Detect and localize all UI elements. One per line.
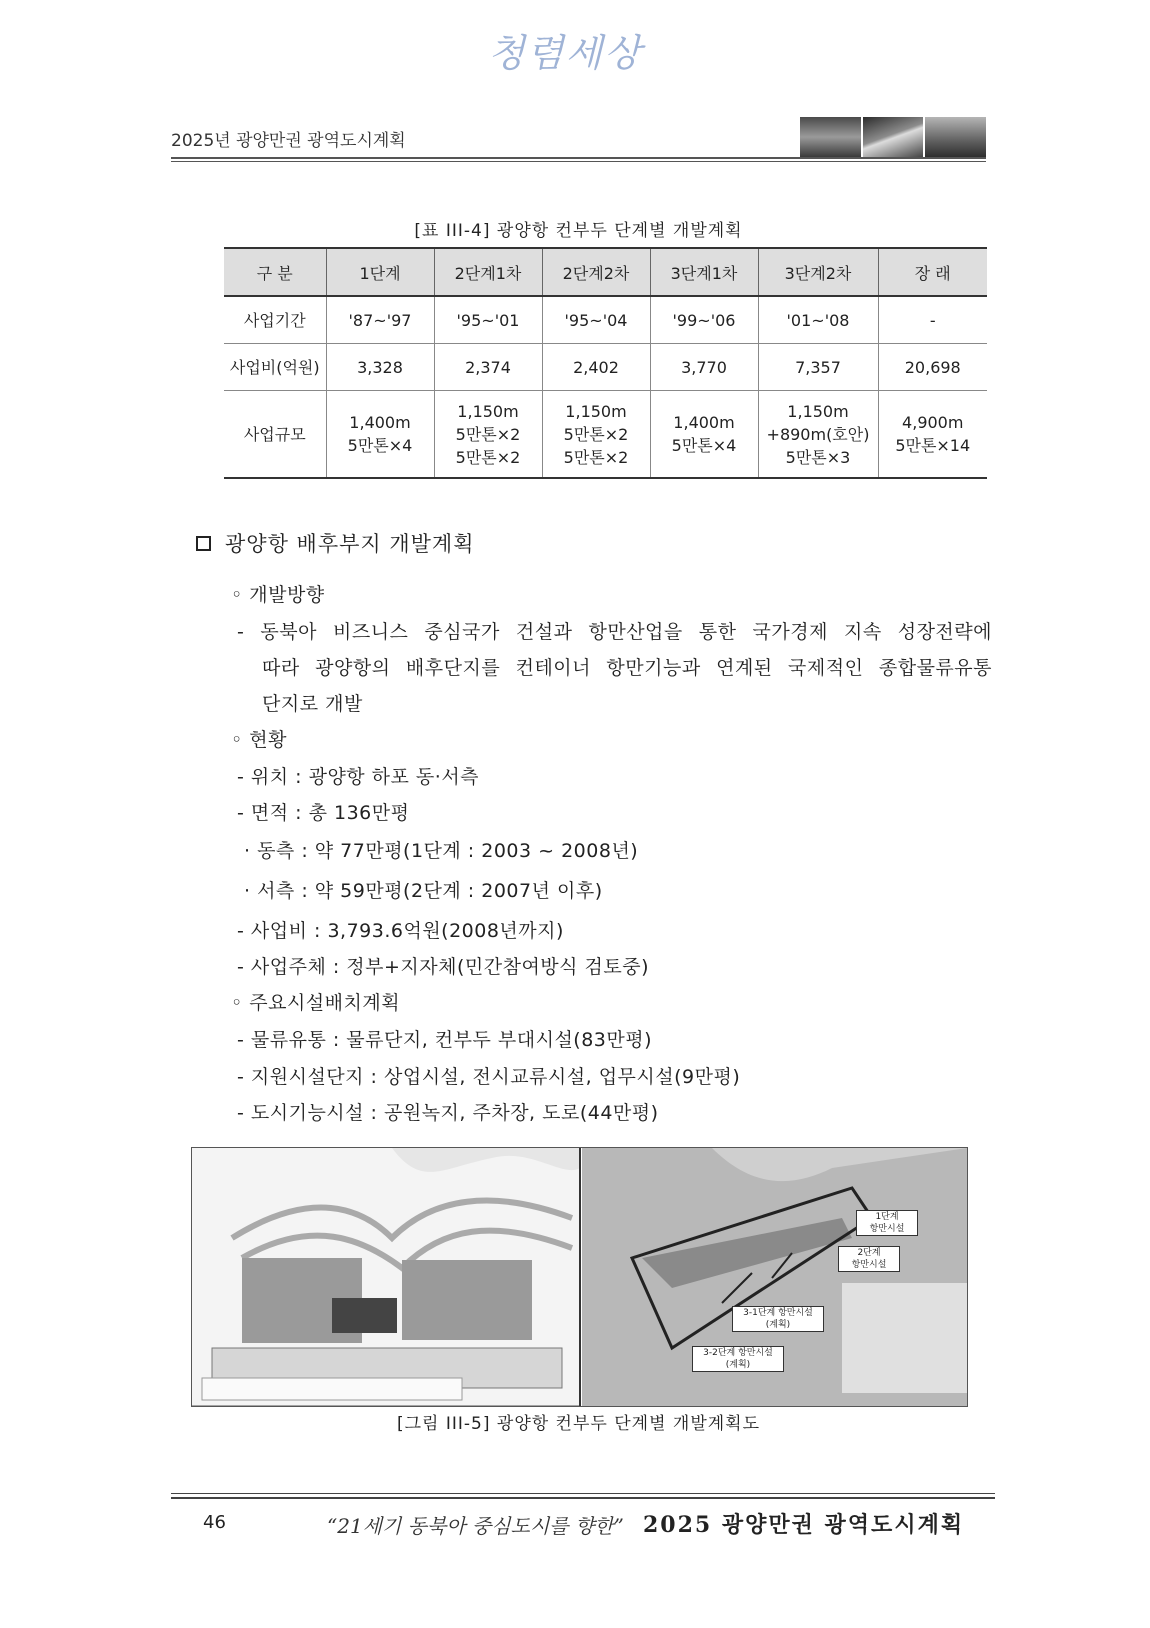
text-line: - 물류유통 : 물류단지, 컨부두 부대시설(83만평): [237, 1029, 653, 1051]
text-line: - 면적 : 총 136만평: [237, 802, 410, 824]
table-row: [224, 296, 987, 344]
page-number: 46: [203, 1512, 226, 1533]
table-cell: 7,357: [758, 344, 878, 391]
map-label-stage3-1: 3-1단계 항만시설 (계획): [732, 1306, 824, 1332]
document-title: 2025년 광양만권 광역도시계획: [171, 131, 406, 151]
bullet-heading: ◦ 개발방향: [231, 584, 325, 606]
text-line: 따라 광양항의 배후단지를 컨테이너 항만기능과 연계된 국제적인 종합물류유통: [262, 657, 992, 679]
checkbox-bullet-icon: [196, 536, 211, 551]
footer-quote: “21세기 동북아 중심도시를 향한”: [327, 1514, 624, 1538]
map-label-stage1: 1단계 항만시설: [856, 1210, 918, 1236]
development-table: [224, 247, 987, 479]
text-line: - 동북아 비즈니스 중심국가 건설과 항만산업을 통한 국가경제 지속 성장전략에: [237, 621, 992, 643]
table-cell: 1,400m 5만톤×4: [650, 391, 758, 479]
table-caption: [표 III-4] 광양항 컨부두 단계별 개발계획: [414, 221, 743, 241]
header-rule-thin: [171, 161, 986, 162]
table-row: [224, 344, 987, 391]
text-line: · 동측 : 약 77만평(1단계 : 2003 ~ 2008년): [244, 840, 639, 862]
text-line: - 지원시설단지 : 상업시설, 전시교류시설, 업무시설(9만평): [237, 1066, 741, 1088]
section-heading: [196, 528, 475, 558]
text-line: - 도시기능시설 : 공원녹지, 주차장, 도로(44만평): [237, 1102, 659, 1124]
table-cell: 1,150m +890m(호안) 5만톤×3: [758, 391, 878, 479]
text-line: - 사업주체 : 정부+지자체(민간참여방식 검토중): [237, 956, 650, 978]
map-image: [192, 1148, 967, 1406]
map-label-stage3-2: 3-2단계 항만시설 (계획): [692, 1346, 784, 1372]
development-map-figure: [191, 1147, 968, 1407]
table-cell: 2,402: [542, 344, 650, 391]
photo-sea: [800, 117, 861, 157]
table-cell: '95~'01: [434, 296, 542, 344]
photo-city: [925, 117, 986, 157]
table-header-row: [224, 248, 987, 296]
col-header: 1단계: [326, 248, 434, 296]
table-cell: 3,328: [326, 344, 434, 391]
row-label: 사업규모: [224, 391, 326, 479]
header-photos: [800, 117, 986, 157]
table-cell: 4,900m 5만톤×14: [878, 391, 987, 479]
text-line: - 사업비 : 3,793.6억원(2008년까지): [237, 920, 564, 942]
table-cell: 2,374: [434, 344, 542, 391]
table-cell: 20,698: [878, 344, 987, 391]
header-rule: [171, 157, 986, 159]
table-cell: '01~'08: [758, 296, 878, 344]
table-cell: 1,150m 5만톤×2 5만톤×2: [542, 391, 650, 479]
table-cell: -: [878, 296, 987, 344]
map-label-stage2: 2단계 항만시설: [838, 1246, 900, 1272]
table-cell: 1,400m 5만톤×4: [326, 391, 434, 479]
logo-text: 청렴세상: [488, 31, 643, 75]
photo-river: [863, 117, 924, 157]
col-header: 2단계1차: [434, 248, 542, 296]
text-line: 단지로 개발: [262, 693, 363, 715]
table-cell: '99~'06: [650, 296, 758, 344]
table-cell: '87~'97: [326, 296, 434, 344]
footer-rule-thin: [171, 1493, 995, 1494]
logo: [488, 22, 663, 75]
section-title: 광양항 배후부지 개발계획: [225, 532, 475, 556]
table-cell: 3,770: [650, 344, 758, 391]
text-line: - 위치 : 광양항 하포 동·서측: [237, 766, 480, 788]
col-header: 장 래: [878, 248, 987, 296]
table-cell: 1,150m 5만톤×2 5만톤×2: [434, 391, 542, 479]
col-header: 2단계2차: [542, 248, 650, 296]
bullet-heading: ◦ 현황: [231, 729, 287, 751]
text-line: · 서측 : 약 59만평(2단계 : 2007년 이후): [244, 880, 603, 902]
col-header: 3단계1차: [650, 248, 758, 296]
col-header: 3단계2차: [758, 248, 878, 296]
row-label: 사업기간: [224, 296, 326, 344]
table-row: [224, 391, 987, 479]
col-header: 구 분: [224, 248, 326, 296]
footer-rule: [171, 1497, 995, 1499]
figure-caption: [그림 III-5] 광양항 컨부두 단계별 개발계획도: [396, 1414, 761, 1434]
table-cell: '95~'04: [542, 296, 650, 344]
bullet-heading: ◦ 주요시설배치계획: [231, 992, 401, 1014]
row-label: 사업비(억원): [224, 344, 326, 391]
footer-title: 2025 광양만권 광역도시계획: [643, 1512, 965, 1538]
